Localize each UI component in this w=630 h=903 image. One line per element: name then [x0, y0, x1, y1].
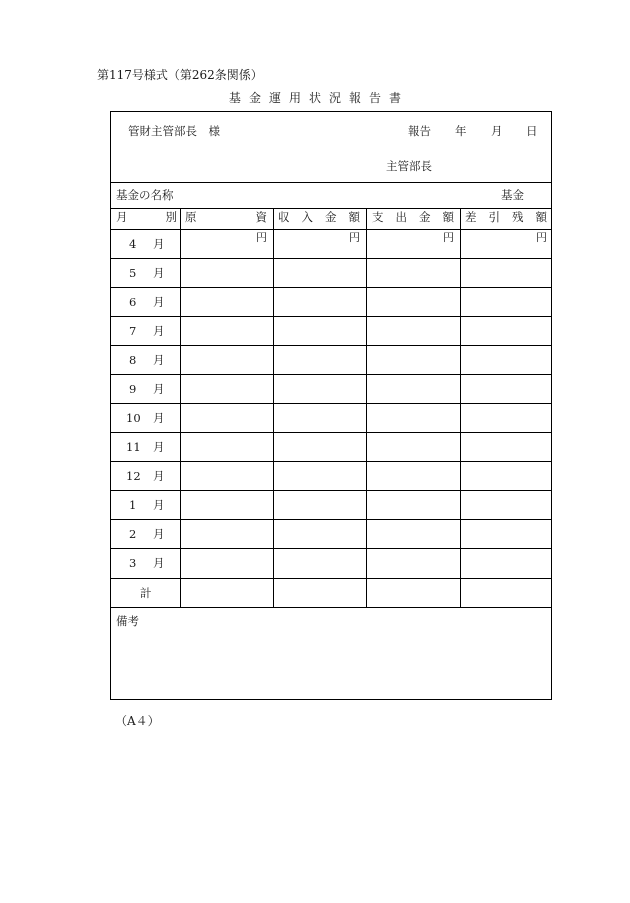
title-char: 況 — [329, 91, 342, 105]
reporter-label: 主管部長 — [386, 159, 432, 173]
fund-suffix[interactable]: 基金 — [501, 188, 524, 202]
row-month-unit: 月 — [153, 498, 165, 512]
row-month-number: 3 — [129, 556, 137, 570]
unit-yen-expense: 円 — [443, 231, 454, 244]
row-divider — [111, 607, 551, 608]
unit-yen-income: 円 — [349, 231, 360, 244]
title-char: 基 — [228, 91, 241, 105]
header-char: 金 — [325, 210, 337, 224]
row-month-number: 7 — [129, 324, 137, 338]
row-divider — [111, 316, 551, 317]
title-char: 報 — [349, 91, 362, 105]
row-month-unit: 月 — [153, 440, 165, 454]
report-day[interactable]: 日 — [526, 124, 538, 138]
total-label: 計 — [140, 586, 152, 600]
title-char: 告 — [369, 91, 382, 105]
row-divider — [111, 519, 551, 520]
divider — [111, 182, 551, 183]
row-month-unit: 月 — [153, 353, 165, 367]
row-month-number: 5 — [129, 266, 137, 280]
row-divider — [111, 287, 551, 288]
row-divider — [111, 258, 551, 259]
row-month-unit: 月 — [153, 469, 165, 483]
title-char: 状 — [308, 91, 321, 105]
row-month-number: 12 — [126, 469, 141, 483]
form-number: 第117号様式（第262条関係） — [97, 68, 263, 82]
row-divider — [111, 432, 551, 433]
row-month-number: 8 — [129, 353, 137, 367]
header-char: 別 — [165, 210, 177, 224]
header-char: 差 — [465, 210, 477, 224]
row-month-number: 4 — [129, 237, 137, 251]
row-divider — [111, 490, 551, 491]
row-month-number: 10 — [126, 411, 141, 425]
header-char: 額 — [348, 210, 360, 224]
addressee: 管財主管部長 様 — [128, 124, 220, 138]
row-divider — [111, 578, 551, 579]
header-char: 引 — [488, 210, 500, 224]
paper-size-label: （A４） — [115, 714, 160, 728]
row-month-unit: 月 — [153, 295, 165, 309]
column-header-principal — [185, 210, 267, 224]
row-month-number: 1 — [129, 498, 137, 512]
header-char: 月 — [116, 210, 128, 224]
row-month-unit: 月 — [153, 237, 165, 251]
divider — [111, 229, 551, 230]
row-month-number: 2 — [129, 527, 137, 541]
row-month-unit: 月 — [153, 324, 165, 338]
column-header-income — [278, 210, 360, 224]
row-divider — [111, 548, 551, 549]
row-divider — [111, 374, 551, 375]
row-month-unit: 月 — [153, 556, 165, 570]
row-divider — [111, 461, 551, 462]
header-char: 額 — [535, 210, 547, 224]
fund-name-label: 基金の名称 — [116, 188, 174, 202]
row-month-number: 11 — [126, 440, 141, 454]
divider — [111, 208, 551, 209]
unit-yen-balance: 円 — [536, 231, 547, 244]
unit-yen-principal: 円 — [256, 231, 267, 244]
report-month[interactable]: 月 — [491, 124, 503, 138]
title-char: 運 — [268, 91, 281, 105]
row-divider — [111, 403, 551, 404]
row-month-unit: 月 — [153, 411, 165, 425]
remarks-label: 備考 — [116, 614, 139, 628]
header-char: 支 — [372, 210, 384, 224]
header-char: 残 — [512, 210, 524, 224]
row-month-unit: 月 — [153, 266, 165, 280]
title-char: 金 — [248, 91, 261, 105]
column-header-expense — [372, 210, 454, 224]
document-title — [0, 89, 630, 106]
header-char: 原 — [185, 210, 197, 224]
header-char: 出 — [395, 210, 407, 224]
column-header-month — [116, 210, 177, 224]
header-char: 入 — [301, 210, 313, 224]
header-char: 金 — [419, 210, 431, 224]
report-year[interactable]: 年 — [455, 124, 467, 138]
title-char: 用 — [288, 91, 301, 105]
row-month-number: 6 — [129, 295, 137, 309]
column-header-balance — [465, 210, 547, 224]
report-label: 報告 — [408, 124, 431, 138]
header-char: 額 — [442, 210, 454, 224]
header-char: 資 — [255, 210, 267, 224]
report-form — [110, 111, 552, 700]
row-divider — [111, 345, 551, 346]
title-char: 書 — [389, 91, 402, 105]
row-month-unit: 月 — [153, 527, 165, 541]
row-month-number: 9 — [129, 382, 137, 396]
row-month-unit: 月 — [153, 382, 165, 396]
header-char: 収 — [278, 210, 290, 224]
